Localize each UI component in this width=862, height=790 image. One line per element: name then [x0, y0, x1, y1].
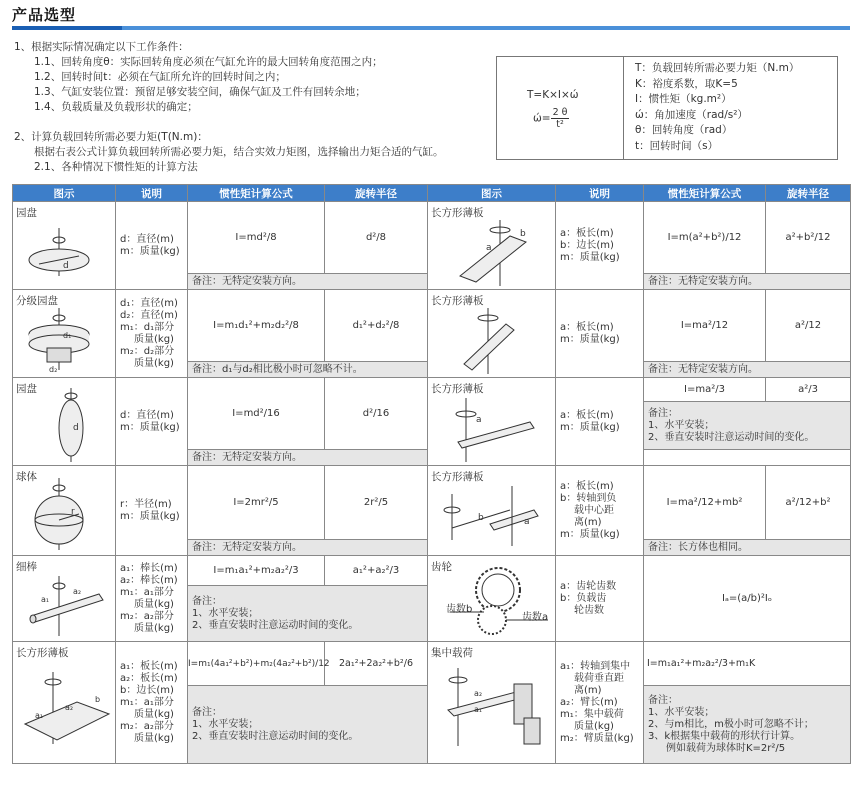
table-row — [13, 642, 851, 686]
note-line: 备注： — [648, 694, 678, 706]
formula-cell: I=ma²/12+mb² — [644, 466, 766, 540]
figure-label: 长方形薄板 — [431, 295, 484, 307]
desc-cell — [556, 642, 644, 764]
col-header: 惯性矩计算公式 — [644, 185, 766, 202]
desc-line: m₂：臂质量(kg) — [560, 732, 634, 744]
desc-line: d₂：直径(m) — [120, 309, 178, 321]
figure-plate — [428, 378, 556, 466]
col-header: 惯性矩计算公式 — [188, 185, 325, 202]
note-line: 备注： — [192, 706, 222, 718]
svg-text:b: b — [520, 229, 526, 239]
desc-line: m：质量(kg) — [120, 510, 180, 522]
radius-cell: a²/3 — [766, 378, 851, 402]
radius-cell: a²+b²/12 — [766, 202, 851, 274]
svg-text:a₂: a₂ — [73, 587, 82, 596]
radius-cell: 2r²/5 — [325, 466, 428, 540]
figure-label: 分级园盘 — [16, 295, 58, 307]
note-cell: 备注：无特定安装方向。 — [188, 540, 428, 556]
desc-line: 载荷垂直距 — [574, 672, 624, 684]
formula-cell: I=md²/8 — [188, 202, 325, 274]
formula-cell: I=m(a²+b²)/12 — [644, 202, 766, 274]
desc-cell — [556, 556, 644, 642]
desc-cell — [116, 290, 188, 378]
note-line: 1、水平安装； — [648, 419, 715, 431]
inertia-table — [12, 184, 851, 764]
angular-accel-formula — [533, 107, 569, 130]
empty-cell — [644, 450, 851, 466]
desc-cell — [556, 202, 644, 290]
formula-cell: I=ma²/3 — [644, 378, 766, 402]
plate-offset-icon — [430, 480, 550, 560]
figure-label: 园盘 — [16, 207, 37, 219]
def-line: t：回转时间（s） — [635, 139, 719, 152]
desc-line: m：质量(kg) — [120, 245, 180, 257]
note-cell: 备注：长方体也相同。 — [644, 540, 851, 556]
radius-cell: d²/8 — [325, 202, 428, 274]
desc-cell — [556, 378, 644, 466]
svg-text:a₂: a₂ — [65, 703, 74, 712]
desc-cell — [116, 202, 188, 290]
intro-line: 1.2、回转时间t：必须在气缸所允许的回转时间之内； — [34, 71, 286, 83]
radius-cell: a²/12 — [766, 290, 851, 362]
desc-line: a：板长(m) — [560, 480, 614, 492]
figure-label: 长方形薄板 — [431, 471, 484, 483]
desc-line: 载中心距 — [574, 504, 614, 516]
svg-text:r: r — [71, 507, 75, 517]
desc-line: d：直径(m) — [120, 409, 174, 421]
note-line: 例如载荷为球体时K=2r²/5 — [666, 742, 786, 754]
figure-label: 长方形薄板 — [16, 647, 69, 659]
desc-line: a：板长(m) — [560, 321, 614, 333]
col-header: 图示 — [13, 185, 116, 202]
title-underline — [12, 26, 850, 30]
desc-line: m：质量(kg) — [120, 421, 180, 433]
plate-icon — [430, 216, 550, 296]
desc-line: 质量(kg) — [134, 333, 174, 345]
note-line: 2、垂直安装时注意运动时间的变化。 — [192, 619, 359, 631]
col-header: 说明 — [556, 185, 644, 202]
note-line: 1、水平安装； — [192, 718, 259, 730]
note-line: 3、k根据集中载荷的形状行计算。 — [648, 730, 801, 742]
desc-line: 离(m) — [574, 516, 602, 528]
desc-cell — [556, 466, 644, 556]
header-row — [13, 185, 851, 202]
note-cell: 备注：无特定安装方向。 — [644, 274, 851, 290]
desc-line: 质量(kg) — [134, 732, 174, 744]
note-cell: 备注：d₁与d₂相比极小时可忽略不计。 — [188, 362, 428, 378]
figure-label: 长方形薄板 — [431, 383, 484, 395]
col-header: 图示 — [428, 185, 556, 202]
desc-line: b：转轴到负 — [560, 492, 617, 504]
desc-line: b：负载齿 — [560, 592, 607, 604]
figure-concentrated-load — [428, 642, 556, 764]
desc-line: 质量(kg) — [134, 708, 174, 720]
note-line: 1、水平安装； — [192, 607, 259, 619]
def-line: I：惯性矩（kg.m²） — [635, 93, 732, 105]
desc-line: 质量(kg) — [574, 720, 614, 732]
formula-box — [496, 56, 838, 160]
desc-line: b：边长(m) — [560, 239, 614, 251]
figure-plate — [428, 202, 556, 290]
note-cell: 备注：无特定安装方向。 — [188, 450, 428, 466]
plate-two-icon — [15, 658, 115, 758]
desc-line: a₂：臂长(m) — [560, 696, 618, 708]
desc-cell — [556, 290, 644, 378]
def-line: ώ：角加速度（rad/s²） — [635, 108, 748, 121]
note-line: 备注： — [648, 407, 678, 419]
table-row — [13, 556, 851, 586]
desc-line: a₂：棒长(m) — [120, 574, 178, 586]
intro-line: 1.4、负载质量及负载形状的确定； — [34, 101, 198, 113]
figure-label: 园盘 — [16, 383, 37, 395]
note-line: 1、水平安装； — [648, 706, 715, 718]
formula-defs — [635, 61, 799, 154]
figure-sphere — [13, 466, 116, 556]
figure-stepped-disk — [13, 290, 116, 378]
desc-line: m：质量(kg) — [560, 421, 620, 433]
formula-cell: I=2mr²/5 — [188, 466, 325, 540]
vertical-disk-icon — [15, 386, 115, 466]
desc-line: m₁：d₁部分 — [120, 321, 175, 333]
stepped-disk-icon — [15, 304, 115, 379]
formula-cell: I=m₁d₁²+m₂d₂²/8 — [188, 290, 325, 362]
page-title: 产品选型 — [12, 6, 77, 24]
svg-text:a₂: a₂ — [474, 689, 483, 698]
desc-line: m₁：集中载荷 — [560, 708, 624, 720]
plate-icon — [430, 304, 550, 379]
disk-icon — [15, 216, 115, 296]
svg-text:b: b — [95, 695, 101, 704]
figure-label: 齿轮 — [431, 561, 452, 573]
desc-line: r：半径(m) — [120, 498, 172, 510]
formula-cell: Iₐ=(a/b)²Iₒ — [644, 556, 851, 642]
formula-cell: I=m₁a₁²+m₂a₂²/3 — [188, 556, 325, 586]
radius-cell: d²/16 — [325, 378, 428, 450]
radius-cell: a₁²+a₂²/3 — [325, 556, 428, 586]
figure-label: 细棒 — [16, 561, 37, 573]
svg-text:a: a — [476, 415, 482, 425]
intro-line: 2、计算负载回转所需必要力矩(T(N.m)： — [14, 131, 208, 143]
note-line: 2、与m相比，m极小时可忽略不计； — [648, 718, 814, 730]
desc-line: m₂：d₂部分 — [120, 345, 175, 357]
desc-line: m：质量(kg) — [560, 333, 620, 345]
desc-line: d：直径(m) — [120, 233, 174, 245]
figure-disk-vertical — [13, 378, 116, 466]
note-cell: 备注：无特定安装方向。 — [644, 362, 851, 378]
desc-line: m₁：a₁部分 — [120, 586, 174, 598]
desc-line: 质量(kg) — [134, 598, 174, 610]
def-line: T：负载回转所需必要力矩（N.m） — [635, 62, 800, 74]
torque-formula: T=K×I×ώ — [527, 89, 579, 101]
sphere-icon — [15, 474, 115, 554]
radius-cell: d₁²+d₂²/8 — [325, 290, 428, 362]
note-line: 2、垂直安装时注意运动时间的变化。 — [648, 431, 815, 443]
figure-label: 长方形薄板 — [431, 207, 484, 219]
svg-text:a₁: a₁ — [35, 711, 44, 720]
desc-line: m：质量(kg) — [560, 528, 620, 540]
gear-b-label: 齿数b — [446, 604, 473, 615]
intro-line: 1.1、回转角度θ：实际回转角度必须在气缸允许的最大回转角度范围之内； — [34, 56, 383, 68]
formula-cell: I=m₁(4a₁²+b²)+m₂(4a₂²+b²)/12 — [188, 642, 325, 686]
figure-rod — [13, 556, 116, 642]
intro-line: 1.3、气缸安装位置：预留足够安装空间，确保气缸及工件有回转余地； — [34, 86, 366, 98]
desc-line: m：质量(kg) — [560, 251, 620, 263]
formula-cell: I=m₁a₁²+m₂a₂²/3+m₁K — [644, 642, 851, 686]
formula-cell: I=md²/16 — [188, 378, 325, 450]
desc-cell — [116, 466, 188, 556]
desc-line: a₂：板长(m) — [120, 672, 178, 684]
desc-line: 质量(kg) — [134, 622, 174, 634]
note-line: 备注： — [192, 595, 222, 607]
desc-line: a₁：板长(m) — [120, 660, 178, 672]
formula-left — [497, 57, 624, 159]
radius-cell: 2a₁²+2a₂²+b²/6 — [325, 642, 428, 686]
table-row — [13, 202, 851, 274]
intro-line: 1、根据实际情况确定以下工作条件： — [14, 41, 189, 53]
intro-line: 2.1、各种情况下惯性矩的计算方法 — [34, 161, 198, 173]
intro-line: 根据右表公式计算负载回转所需必要力矩，结合实效力矩图，选择输出力矩合适的气缸。 — [34, 146, 444, 158]
gear-a-label: 齿数a — [522, 612, 549, 623]
figure-disk — [13, 202, 116, 290]
table-row — [13, 290, 851, 362]
svg-text:a₁: a₁ — [41, 595, 50, 604]
formula-cell: I=ma²/12 — [644, 290, 766, 362]
plate-icon — [430, 392, 550, 472]
figure-plate — [428, 290, 556, 378]
svg-text:a₁: a₁ — [474, 705, 483, 714]
desc-line: a₁：棒长(m) — [120, 562, 178, 574]
figure-plate-two — [13, 642, 116, 764]
note-cell — [188, 586, 428, 642]
formula-left-side: ώ= — [533, 112, 551, 125]
desc-line: b：边长(m) — [120, 684, 174, 696]
note-cell — [644, 402, 851, 450]
col-header: 旋转半径 — [766, 185, 851, 202]
col-header: 说明 — [116, 185, 188, 202]
desc-cell — [116, 378, 188, 466]
table-row — [13, 466, 851, 540]
desc-line: a：齿轮齿数 — [560, 580, 617, 592]
figure-label: 球体 — [16, 471, 37, 483]
desc-line: 质量(kg) — [134, 357, 174, 369]
svg-text:d: d — [63, 261, 69, 271]
concentrated-load-icon — [430, 658, 555, 758]
radius-cell: a²/12+b² — [766, 466, 851, 540]
desc-line: m₁：a₁部分 — [120, 696, 174, 708]
desc-line: 轮齿数 — [574, 604, 604, 616]
desc-cell — [116, 556, 188, 642]
def-line: θ：回转角度（rad） — [635, 124, 733, 136]
desc-cell — [116, 642, 188, 764]
note-line: 2、垂直安装时注意运动时间的变化。 — [192, 730, 359, 742]
svg-text:d: d — [73, 423, 79, 433]
note-cell: 备注：无特定安装方向。 — [188, 274, 428, 290]
figure-gear — [428, 556, 556, 642]
formula-num: 2 θ — [552, 107, 568, 118]
formula-den: t² — [556, 119, 564, 130]
figure-label: 集中载荷 — [431, 647, 473, 659]
rod-icon — [15, 572, 115, 642]
note-cell — [644, 686, 851, 764]
svg-text:d₂: d₂ — [49, 365, 58, 374]
intro-text — [14, 40, 494, 175]
figure-plate-offset — [428, 466, 556, 556]
svg-text:b: b — [478, 513, 484, 523]
desc-line: m₂：a₂部分 — [120, 720, 174, 732]
desc-line: 离(m) — [574, 684, 602, 696]
col-header: 旋转半径 — [325, 185, 428, 202]
desc-line: a：板长(m) — [560, 227, 614, 239]
note-cell — [188, 686, 428, 764]
svg-text:d₁: d₁ — [63, 331, 72, 340]
desc-line: a₁：转轴到集中 — [560, 660, 631, 672]
desc-line: d₁：直径(m) — [120, 297, 178, 309]
svg-text:a: a — [486, 243, 492, 253]
svg-text:a: a — [524, 517, 530, 527]
desc-line: a：板长(m) — [560, 409, 614, 421]
def-line: K：裕度系数，取K=5 — [635, 77, 738, 90]
desc-line: m₂：a₂部分 — [120, 610, 174, 622]
table-row — [13, 378, 851, 402]
